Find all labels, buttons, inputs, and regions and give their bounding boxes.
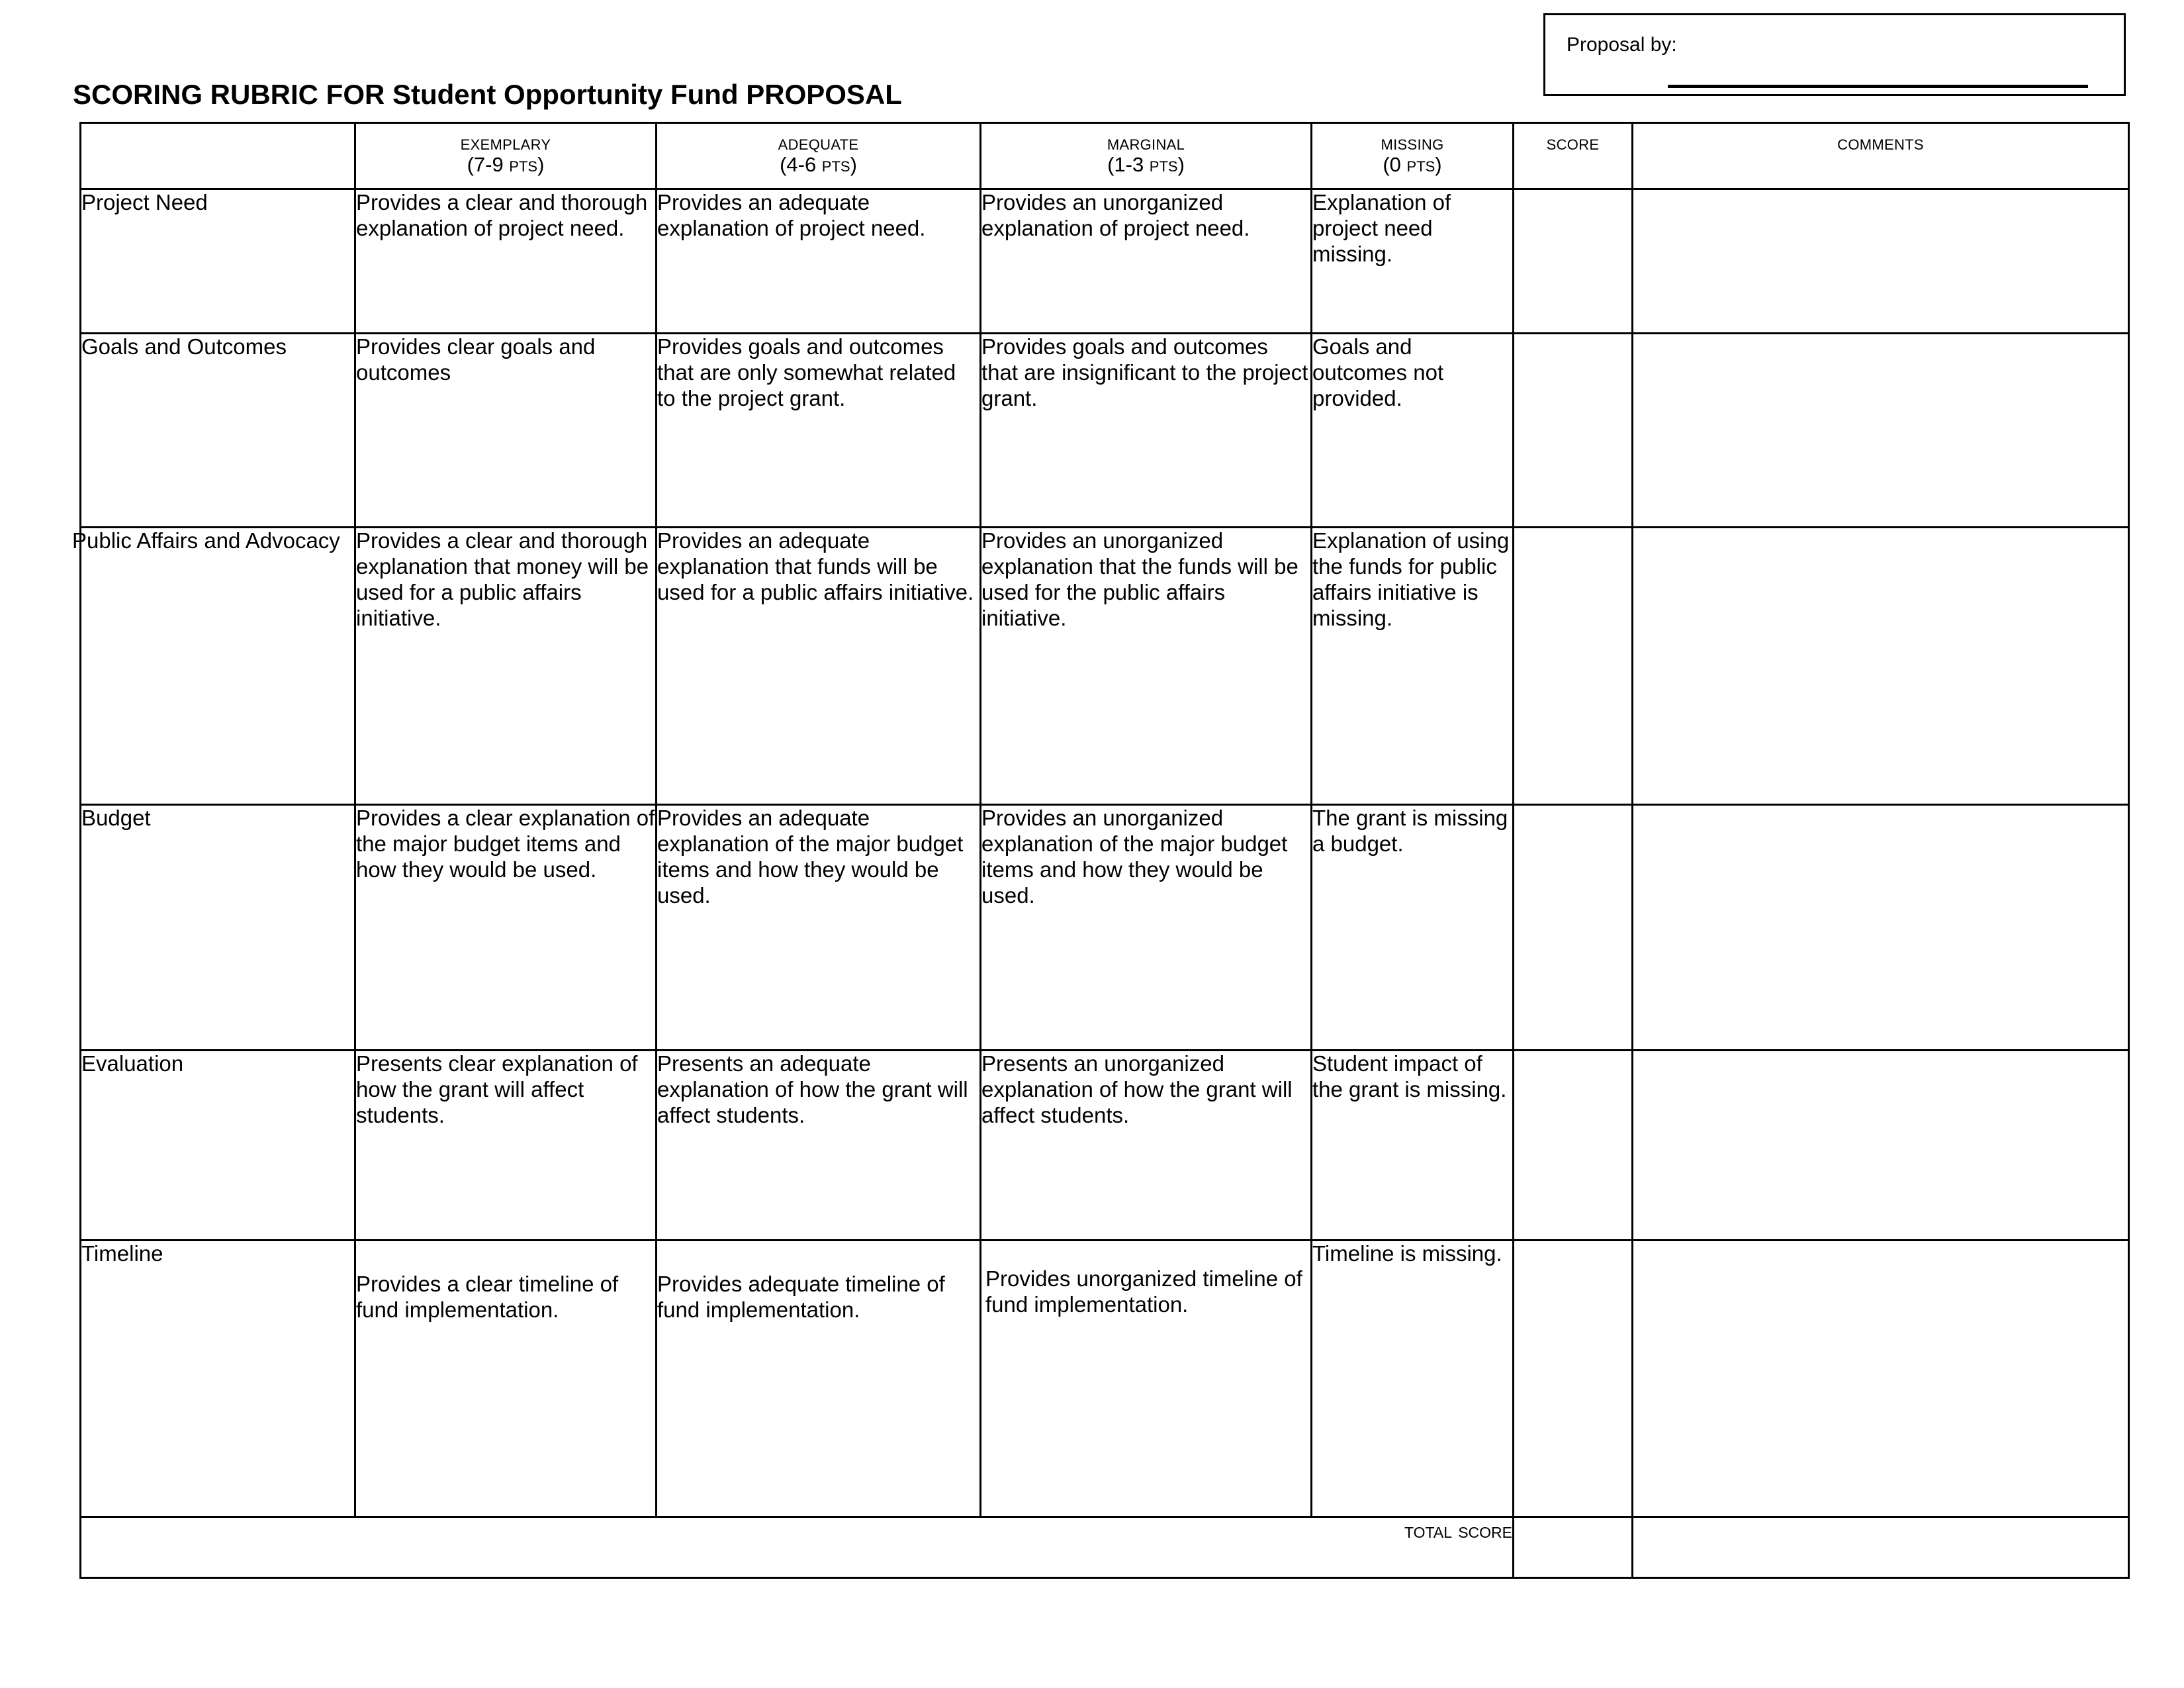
- total-score-label: total score: [81, 1517, 1514, 1578]
- cell-public-affairs-marginal: Provides an unorganized explanation that the funds will be used for the public affairs initiative.: [981, 528, 1312, 805]
- column-header-marginal: [981, 123, 1312, 189]
- score-input-timeline[interactable]: [1514, 1241, 1633, 1517]
- cell-timeline-adequate: Provides adequate timeline of fund implementation.: [657, 1241, 981, 1517]
- column-header-marginal-points: (1-3 pts): [1107, 153, 1185, 177]
- table-row: [81, 189, 2129, 334]
- comments-input-evaluation[interactable]: [1633, 1051, 2129, 1241]
- column-header-exemplary-points: (7-9 pts): [467, 153, 545, 177]
- column-header-score-label: score: [1546, 131, 1600, 154]
- column-header-adequate-points: (4-6 pts): [780, 153, 857, 177]
- proposal-by-box: [1543, 13, 2126, 96]
- table-header-row: [81, 123, 2129, 189]
- column-header-exemplary: [355, 123, 657, 189]
- cell-budget-marginal: Provides an unorganized explanation of the major budget items and how they would be used.: [981, 805, 1312, 1051]
- column-header-adequate: [657, 123, 981, 189]
- total-score-input[interactable]: [1514, 1517, 1633, 1578]
- total-score-row: [81, 1517, 2129, 1578]
- cell-project-need-exemplary: Provides a clear and thorough explanation of project need.: [355, 189, 657, 334]
- table-row: [81, 1051, 2129, 1241]
- table-row: [81, 1241, 2129, 1517]
- comments-input-timeline[interactable]: [1633, 1241, 2129, 1517]
- criterion-label-timeline: Timeline: [81, 1241, 355, 1517]
- cell-timeline-exemplary: Provides a clear timeline of fund implementation.: [355, 1241, 657, 1517]
- cell-goals-and-outcomes-exemplary: Provides clear goals and outcomes: [355, 334, 657, 528]
- scoring-rubric-table: [72, 122, 2130, 1579]
- criterion-label-project-need: Project Need: [81, 189, 355, 334]
- total-comments-input[interactable]: [1633, 1517, 2129, 1578]
- cell-project-need-adequate: Provides an adequate explanation of project need.: [657, 189, 981, 334]
- score-input-goals-and-outcomes[interactable]: [1514, 334, 1633, 528]
- comments-input-public-affairs[interactable]: [1633, 528, 2129, 805]
- cell-evaluation-marginal: Presents an unorganized explanation of how the grant will affect students.: [981, 1051, 1312, 1241]
- column-header-comments-label: comments: [1837, 131, 1924, 154]
- column-header-marginal-label: marginal: [1107, 131, 1185, 154]
- cell-goals-and-outcomes-missing: Goals and outcomes not provided.: [1312, 334, 1514, 528]
- column-header-score: [1514, 123, 1633, 189]
- cell-budget-adequate: Provides an adequate explanation of the major budget items and how they would be used.: [657, 805, 981, 1051]
- comments-input-goals-and-outcomes[interactable]: [1633, 334, 2129, 528]
- cell-project-need-missing: Explanation of project need missing.: [1312, 189, 1514, 334]
- score-input-project-need[interactable]: [1514, 189, 1633, 334]
- cell-evaluation-missing: Student impact of the grant is missing.: [1312, 1051, 1514, 1241]
- criterion-label-public-affairs-and-advocacy-text: Public Affairs and Advocacy: [72, 528, 340, 553]
- cell-evaluation-exemplary: Presents clear explanation of how the grant will affect students.: [355, 1051, 657, 1241]
- cell-project-need-marginal: Provides an unorganized explanation of project need.: [981, 189, 1312, 334]
- cell-public-affairs-missing: Explanation of using the funds for public affairs initiative is missing.: [1312, 528, 1514, 805]
- table-row: [81, 528, 2129, 805]
- column-header-missing: [1312, 123, 1514, 189]
- criterion-label-evaluation: Evaluation: [81, 1051, 355, 1241]
- score-input-evaluation[interactable]: [1514, 1051, 1633, 1241]
- cell-public-affairs-adequate: Provides an adequate explanation that funds will be used for a public affairs initiative.: [657, 528, 981, 805]
- criterion-label-goals-and-outcomes: Goals and Outcomes: [81, 334, 355, 528]
- column-header-missing-points: (0 pts): [1383, 153, 1442, 177]
- proposal-by-signature-line[interactable]: [1668, 85, 2088, 88]
- score-input-budget[interactable]: [1514, 805, 1633, 1051]
- cell-budget-missing: The grant is missing a budget.: [1312, 805, 1514, 1051]
- cell-goals-and-outcomes-adequate: Provides goals and outcomes that are only somewhat related to the project grant.: [657, 334, 981, 528]
- column-header-comments: [1633, 123, 2129, 189]
- cell-timeline-missing: Timeline is missing.: [1312, 1241, 1514, 1517]
- cell-evaluation-adequate: Presents an adequate explanation of how the grant will affect students.: [657, 1051, 981, 1241]
- table-row: [81, 805, 2129, 1051]
- column-header-missing-label: missing: [1381, 131, 1444, 154]
- table-row: [81, 334, 2129, 528]
- column-header-criterion: [81, 123, 355, 189]
- comments-input-project-need[interactable]: [1633, 189, 2129, 334]
- score-input-public-affairs[interactable]: [1514, 528, 1633, 805]
- page-title: SCORING RUBRIC FOR Student Opportunity Fund PROPOSAL: [73, 79, 902, 110]
- cell-timeline-marginal: Provides unorganized timeline of fund implementation.: [981, 1241, 1312, 1517]
- cell-budget-exemplary: Provides a clear explanation of the major budget items and how they would be used.: [355, 805, 657, 1051]
- column-header-adequate-label: adequate: [778, 131, 859, 154]
- cell-goals-and-outcomes-marginal: Provides goals and outcomes that are insignificant to the project grant.: [981, 334, 1312, 528]
- criterion-label-budget: Budget: [81, 805, 355, 1051]
- comments-input-budget[interactable]: [1633, 805, 2129, 1051]
- criterion-label-public-affairs-and-advocacy: [72, 528, 355, 805]
- cell-public-affairs-exemplary: Provides a clear and thorough explanation that money will be used for a public affairs initiative.: [355, 528, 657, 805]
- column-header-exemplary-label: exemplary: [460, 131, 551, 154]
- proposal-by-label: Proposal by:: [1567, 34, 1677, 56]
